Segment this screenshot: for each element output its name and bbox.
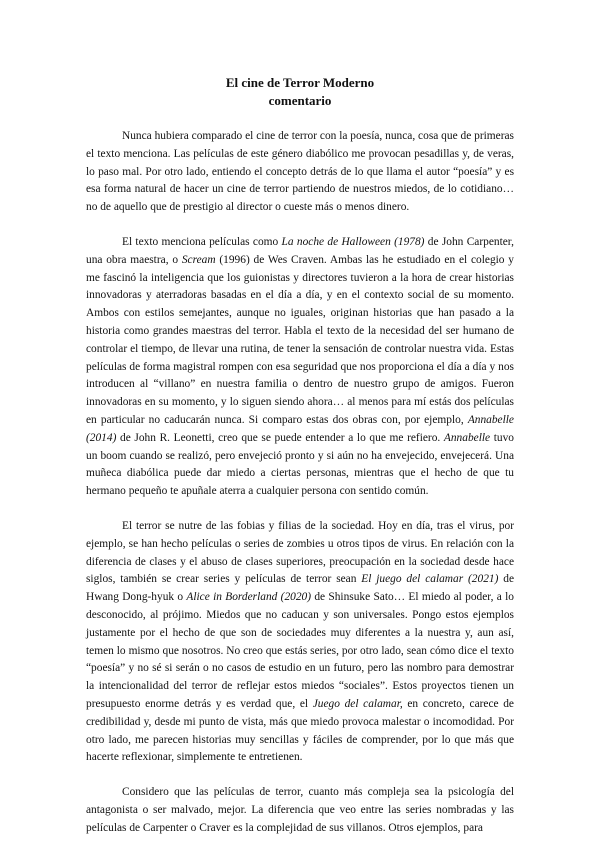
document-subtitle: comentario	[268, 93, 332, 108]
text-run: de Shinsuke Sato… El miedo al poder, a lo desconocido, al prójimo. Miedos que no caducan y son universales. Pongo estos ejemplos justamente por el hecho de que son de sociedades muy diferentes a la nuestra y, aun así, temen lo mismo que nosotros. No creo que estás series, por otro lado, sean cómo dice el texto “poesía” y no sé si serán o no casos de estudio en un futuro, pero las nombro para demostrar la intencionalidad del terror de reflejar estos miedos “sociales”. Estos proyectos tienen un presupuesto enorme detrás y es verdad que, el	[86, 591, 514, 710]
document-title: El cine de Terror Moderno	[225, 75, 375, 90]
italic-title-run: Annabelle (2014)	[86, 413, 514, 444]
title-block	[86, 74, 514, 110]
text-run: Considero que las películas de terror, cuanto más compleja sea la psicología del antagonista o ser malvado, mejor. La diferencia que veo entre las series nombradas y las películas de Carpenter o Craver es la complejidad de sus villanos. Otros ejemplos, para	[86, 786, 514, 834]
text-run: (1996) de Wes Craven. Ambas las he estudiado en el colegio y me fascinó la inteligencia que los guionistas y directores tuvieron a la hora de crear historias innovadoras y aterradoras basadas en el día a día, y en el contexto social de su momento. Ambos con estilos semejantes, aunque no iguales, originan historias que han pasado a la historia como grandes maestras del terror. Habla el texto de la necesidad del ser humano de controlar el tiempo, de llevar una rutina, de tener la sensación de controlar nuestra vida. Estas películas de forma magistral rompen con esa seguridad que nos proporciona el día a día y nos introducen al “villano” en nuestra familia o dentro de nuestro grupo de amigos. Fueron innovadoras en su momento, y lo siguen siendo ahora… al menos para mí estás dos películas en particular no caducarán nunca. Si comparo estas dos obras con, por ejemplo,	[86, 253, 514, 426]
paragraph	[86, 784, 514, 837]
text-run: de Hwang Dong-hyuk o	[86, 573, 514, 604]
text-run: El terror se nutre de las fobias y filias de la sociedad. Hoy en día, tras el virus, por ejemplo, se han hecho películas o series de zombies u otros tipos de virus. En relación con la diferencia de clases y el abuso de clases superiores, preocupación en la sociedad desde hace siglos, también se crear series y películas de terror sean	[86, 519, 514, 586]
text-run: de John R. Leonetti, creo que se puede entender a lo que me refiero.	[116, 431, 444, 444]
text-run: de John Carpenter, una obra maestra, o	[86, 235, 514, 266]
italic-title-run: El juego del calamar (2021)	[361, 573, 499, 586]
italic-title-run: Scream	[181, 253, 216, 266]
paragraph	[86, 128, 514, 217]
text-run: Nunca hubiera comparado el cine de terror con la poesía, nunca, cosa que de primeras el texto menciona. Las películas de este género diabólico me provocan pesadillas y, de veras, lo paso mal. Por otro lado, entiendo el concepto detrás de lo que llama el autor “poesía” y es esa forma natural de hacer un cine de terror partiendo de nuestros miedos, de lo cotidiano… no de aquello que de prestigio al director o cueste más o menos dinero.	[86, 130, 514, 214]
italic-title-run: Juego del calamar,	[312, 697, 403, 710]
paragraph	[86, 518, 514, 767]
text-run: tuvo un boom cuando se realizó, pero envejeció pronto y si aún no ha envejecido, envejecerá. Una muñeca diabólica puede dar miedo a ciertas personas, mientras que el hecho de que tu hermano pequeño te apuñale aterra a cualquier persona con sentido común.	[86, 431, 514, 498]
italic-title-run: Annabelle	[443, 431, 491, 444]
paragraph	[86, 234, 514, 501]
document-body	[86, 128, 514, 837]
text-run: en concreto, carece de credibilidad y, desde mi punto de vista, más que miedo provoca malestar o incomodidad. Por otro lado, me parecen historias muy sencillas y fáciles de comprender, por lo que más que hacerte reflexionar, simplemente te entretienen.	[86, 697, 514, 764]
italic-title-run: La noche de Halloween (1978)	[281, 235, 425, 248]
italic-title-run: Alice in Borderland (2020)	[186, 591, 312, 604]
text-run: El texto menciona películas como	[122, 235, 282, 248]
